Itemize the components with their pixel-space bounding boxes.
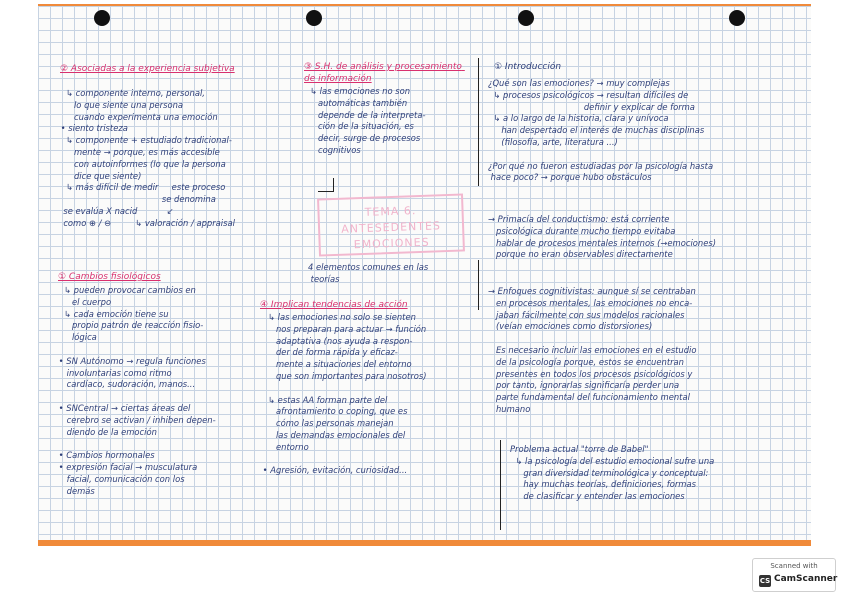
binder-hole	[729, 10, 745, 26]
accion-body: ↳ las emociones no solo se sienten nos preparan para actuar → función adaptativa (nos ayuda a respon- der de forma rápida y eficaz- mente a situaciones del entorno que son importantes para nosotros) ↳ estas AA forman parte del afrontamiento o coping, que es cómo las personas manejan las demandas emocionales del entorno • Agresión, evitación, curiosidad...	[262, 312, 427, 476]
procesamiento-body: ↳ las emociones no son automáticas también depende de la interpreta- ción de la situación, es decir, surge de procesos cognitivos	[310, 86, 426, 155]
cognitivismo-body: → Enfoques cognitivistas: aunque sí se centraban en procesos mentales, las emociones no enca- jaban fácilmente con sus modelos racionales (veían emociones como distorsiones) Es necesario incluir las emociones en el estudio de la psicología porque, estos se encuentran presentes en todos los procesos psicológicos y por tanto, ignorarlas significaría perder una parte fundamental del funcionamiento mental humano	[488, 286, 697, 414]
bracket-line	[318, 191, 334, 192]
intro-body: ¿Qué son las emociones? → muy complejas ↳ procesos psicológicos → resultan difíciles de definir y explicar de forma ↳ a lo largo de la historia, clara y unívoca han despertado el interés de muchas disciplinas (filosofía, arte, literatura ...) ¿Por qué no fueron estudiadas por la psicología hasta hace poco? → porque hubo obstáculos	[488, 78, 714, 183]
fisiologicos-heading: ① Cambios fisiológicos	[58, 272, 161, 282]
binder-hole	[94, 10, 110, 26]
accion-heading: ④ Implican tendencias de acción	[260, 300, 408, 310]
babel-body: Problema actual "torre de Babel" ↳ la psicología del estudio emocional sufre una gran diversidad terminológica y conceptual: hay muchas teorías, definiciones, formas de clasificar y entender las emociones	[510, 444, 715, 502]
procesamiento-heading: ③ S.H. de análisis y procesamiento de información	[304, 62, 465, 84]
divider-line	[500, 440, 501, 530]
divider-line	[478, 260, 479, 310]
camscanner-name: CamScanner	[774, 574, 838, 584]
topic-stamp: TEMA 6. ANTESEDENTES EMOCIONES	[317, 193, 465, 256]
comunes-note: 4 elementos comunes en las teorías	[308, 262, 429, 284]
binder-hole	[518, 10, 534, 26]
conductismo-body: → Primacía del conductismo: está corriente psicológica durante mucho tiempo evitaba hablar de procesos mentales internos (→emociones) porque no eran observables directamente	[488, 214, 716, 260]
divider-line	[478, 58, 479, 186]
bottom-orange-edge	[38, 540, 811, 546]
camscanner-logo-icon: CS	[759, 577, 771, 585]
experiencia-heading: ② Asociadas a la experiencia subjetiva	[60, 64, 235, 74]
experiencia-body: ↳ componente interno, personal, lo que siente una persona cuando experimenta una emoción • siento tristeza ↳ componente + estudiado tradicional- mente → porque, es más accesible con autoinformes (lo que la persona dice que siente) ↳ más difícil de medir este proceso se denomina se evalúa X nacid ↙ como ⊕ / ⊖ ↳ valoración / appraisal	[60, 88, 235, 228]
fisiologicos-body: ↳ pueden provocar cambios en el cuerpo ↳ cada emoción tiene su propio patrón de reacción fisio- lógica • SN Autónomo → regula funciones involuntarias como ritmo cardíaco, sudoración, manos... • SNCentral → ciertas áreas del cerebro se activan / inhiben depen- diendo de la emoción • Cambios hormonales • expresión facial → musculatura facial, comunicación con los demás	[58, 285, 216, 496]
bracket-line	[333, 178, 334, 192]
intro-heading: ① Introducción	[494, 62, 562, 72]
camscanner-badge	[752, 558, 836, 592]
scanned-with-text: Scanned with	[770, 562, 818, 570]
binder-hole	[306, 10, 322, 26]
